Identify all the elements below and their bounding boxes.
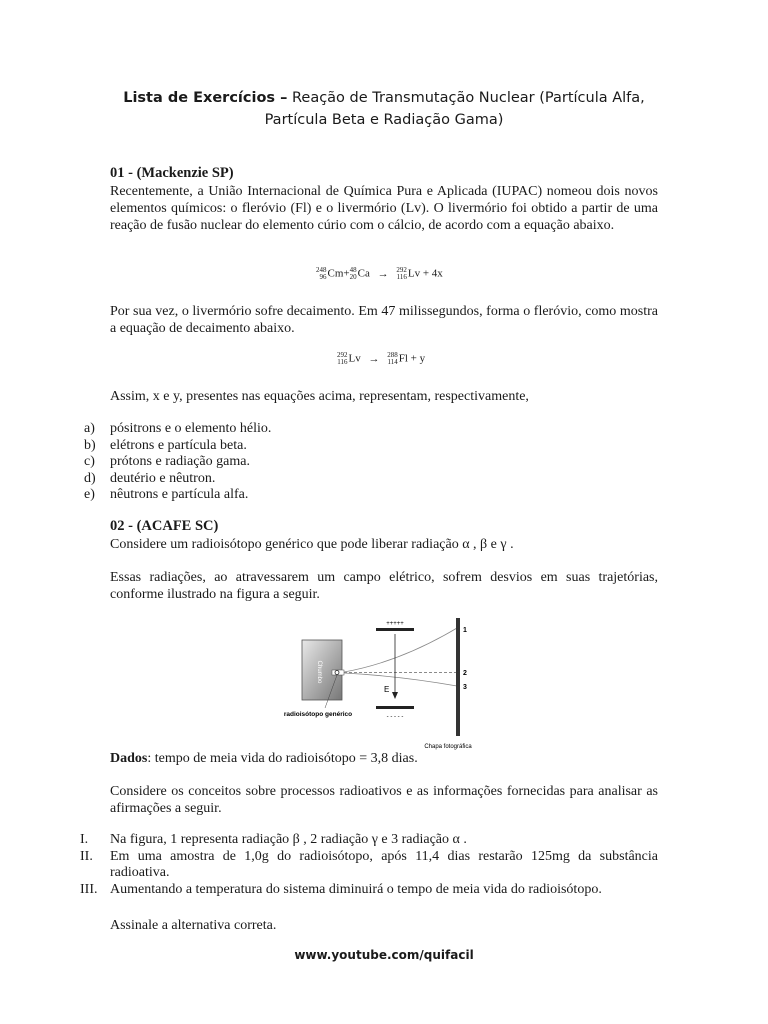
dados-bold: Dados <box>110 751 148 766</box>
q1-text2: Por sua vez, o livermório sofre decaimento. Em 47 milissegundos, forma o fleróvio, como mostra a equação de decaimento abaixo. <box>110 304 658 336</box>
ca-z: 20 <box>349 273 357 281</box>
positive-plate <box>376 628 414 631</box>
option-a: a) pósitrons e o elemento hélio. <box>84 421 272 436</box>
plus-label: +++++ <box>386 621 404 627</box>
fl-symbol: Fl + y <box>398 352 426 365</box>
q1-equation-1 <box>316 267 443 281</box>
arrow-icon: → <box>368 352 380 365</box>
chumbo-label: Chumbo <box>316 660 322 684</box>
cm-symbol: Cm+ <box>327 267 350 280</box>
q2-heading: 02 - (ACAFE SC) <box>110 518 219 534</box>
lv-z: 116 <box>396 273 407 281</box>
cm-z: 96 <box>319 273 327 281</box>
q1-question: Assim, x e y, presentes nas equações acima, representam, respectivamente, <box>110 389 529 404</box>
fl-z: 114 <box>387 358 398 366</box>
cm-mass: 248 <box>316 266 327 274</box>
lv-mass: 292 <box>337 351 348 359</box>
minus-label: - - - - - <box>386 714 404 720</box>
page-title <box>60 87 708 131</box>
statement-3: III. Aumentando a temperatura do sistema diminuirá o tempo de meia vida do radioisótopo. <box>80 881 602 897</box>
q2-statements <box>80 832 658 898</box>
title-rest: Reação de Transmutação Nuclear (Partícula Alfa, <box>287 90 645 106</box>
arrow-icon: → <box>377 267 389 280</box>
q1-intro: Recentemente, a União Internacional de Química Pura e Aplicada (IUPAC) nomeou dois novos elementos químicos: o fleróvio (Fl) e o livermório (Lv). O livermório foi obtido a partir de uma reação de fusão nuclear do elemento cúrio com o cálcio, de acordo com a equação abaixo. <box>110 184 658 233</box>
field-arrowhead <box>392 692 398 699</box>
title-line2: Partícula Beta e Radiação Gama) <box>264 112 504 128</box>
option-d: d) deutério e nêutron. <box>84 470 216 486</box>
radiation-deflection-figure <box>280 610 480 760</box>
source-dot <box>335 671 339 675</box>
lv-symbol: Lv + 4x <box>407 267 443 280</box>
q2-closing: Assinale a alternativa correta. <box>110 918 277 933</box>
q2-intro: Considere um radioisótopo genérico que pode liberar radiação α , β e γ . <box>110 537 514 552</box>
lv-mass: 292 <box>396 266 407 274</box>
q2-text3: Considere os conceitos sobre processos radioativos e as informações fornecidas para analisar as afirmações a seguir. <box>110 784 658 816</box>
option-b: b) elétrons e partícula beta. <box>84 437 247 453</box>
q1-equation-2 <box>337 352 425 366</box>
label-2: 2 <box>463 670 467 677</box>
fl-mass: 288 <box>387 351 398 359</box>
source-label <box>284 711 352 718</box>
q1-heading: 01 - (Mackenzie SP) <box>110 165 234 181</box>
option-c: c) prótons e radiação gama. <box>84 454 250 469</box>
path-3 <box>344 673 457 686</box>
statement-2: II. Em uma amostra de 1,0g do radioisótopo, após 11,4 dias restarão 125mg da substância radioativa. <box>80 848 658 880</box>
title-bold: Lista de Exercícios – <box>123 90 288 106</box>
q1-options <box>84 421 271 504</box>
field-label: E <box>384 685 390 694</box>
footer-link[interactable]: www.youtube.com/quifacil <box>294 948 474 962</box>
lv-z: 116 <box>337 358 348 366</box>
q2-text2: Essas radiações, ao atravessarem um campo elétrico, sofrem desvios em suas trajetórias, conforme ilustrado na figura a seguir. <box>110 570 658 602</box>
source-label-line: radioisótopo genérico <box>283 711 353 718</box>
ca-mass: 48 <box>349 266 357 274</box>
q2-dados <box>110 750 658 767</box>
dados-text: : tempo de meia vida do radioisótopo = 3,8 dias. <box>147 751 418 766</box>
negative-plate <box>376 706 414 709</box>
label-1: 1 <box>463 627 467 634</box>
option-e: e) nêutrons e partícula alfa. <box>84 487 249 502</box>
photographic-plate <box>456 618 460 736</box>
ca-symbol: Ca <box>357 267 370 280</box>
plate-label: Chapa fotográfica <box>424 744 472 750</box>
path-1 <box>344 628 457 672</box>
lv-symbol: Lv <box>348 352 361 365</box>
statement-1: I. Na figura, 1 representa radiação β , 2 radiação γ e 3 radiação α . <box>80 832 467 847</box>
label-3: 3 <box>463 684 467 691</box>
